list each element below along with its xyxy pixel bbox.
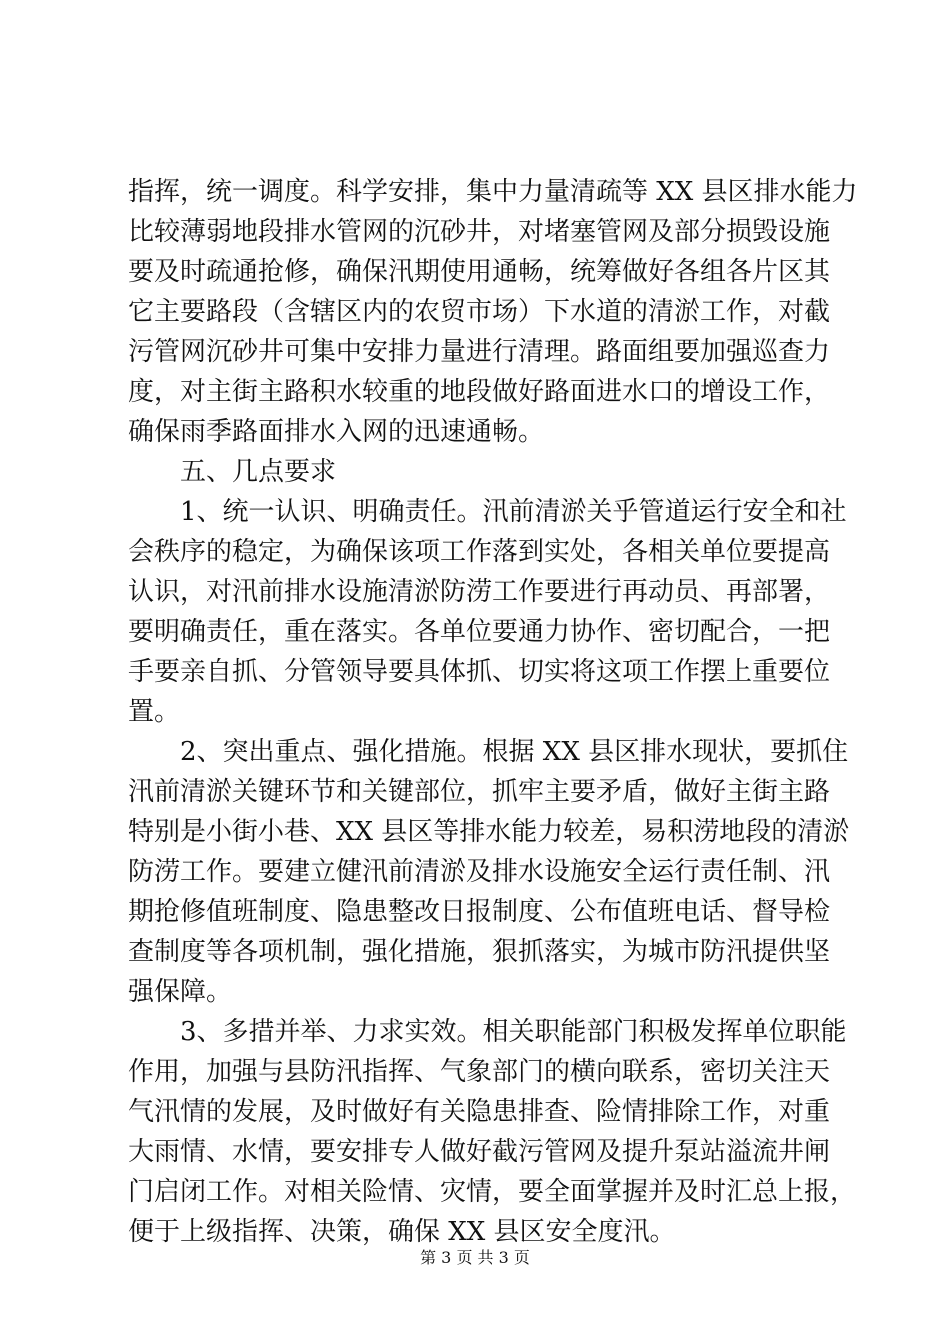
body-text <box>128 172 858 1252</box>
text-line: 1、统一认识、明确责任。汛前清淤关乎管道运行安全和社 <box>128 497 847 527</box>
text-line: 汛前清淤关键环节和关键部位，抓牢主要矛盾，做好主街主路 <box>128 777 831 807</box>
text-line: 3、多措并举、力求实效。相关职能部门积极发挥单位职能 <box>128 1017 847 1047</box>
text-line: 会秩序的稳定，为确保该项工作落到实处，各相关单位要提高 <box>128 537 831 567</box>
text-line: 门启闭工作。对相关险情、灾情，要全面掌握并及时汇总上报， <box>128 1177 857 1207</box>
text-line: 2、突出重点、强化措施。根据 XX 县区排水现状，要抓住 <box>128 737 849 767</box>
text-line: 它主要路段（含辖区内的农贸市场）下水道的清淤工作，对截 <box>128 297 831 327</box>
text-line: 指挥，统一调度。科学安排，集中力量清疏等 XX 县区排水能力 <box>128 177 858 207</box>
text-line: 比较薄弱地段排水管网的沉砂井，对堵塞管网及部分损毁设施 <box>128 217 831 247</box>
text-line: 气汛情的发展，及时做好有关隐患排查、险情排除工作，对重 <box>128 1097 831 1127</box>
text-line: 度，对主街主路积水较重的地段做好路面进水口的增设工作， <box>128 377 831 407</box>
text-line: 要及时疏通抢修，确保汛期使用通畅，统筹做好各组各片区其 <box>128 257 831 287</box>
text-line: 作用，加强与县防汛指挥、气象部门的横向联系，密切关注天 <box>128 1057 831 1087</box>
text-line: 确保雨季路面排水入网的迅速通畅。 <box>128 417 545 447</box>
text-line: 特别是小街小巷、XX 县区等排水能力较差，易积涝地段的清淤 <box>128 817 850 847</box>
text-line: 强保障。 <box>128 977 233 1007</box>
text-line: 大雨情、水情，要安排专人做好截污管网及提升泵站溢流井闸 <box>128 1137 831 1167</box>
text-line: 置。 <box>128 697 181 727</box>
text-line: 期抢修值班制度、隐患整改日报制度、公布值班电话、督导检 <box>128 897 831 927</box>
text-line: 手要亲自抓、分管领导要具体抓、切实将这项工作摆上重要位 <box>128 657 831 687</box>
text-line: 要明确责任，重在落实。各单位要通力协作、密切配合，一把 <box>128 617 831 647</box>
text-line: 污管网沉砂井可集中安排力量进行清理。路面组要加强巡查力 <box>128 337 831 367</box>
text-line: 防涝工作。要建立健汛前清淤及排水设施安全运行责任制、汛 <box>128 857 831 887</box>
text-line: 便于上级指挥、决策，确保 XX 县区安全度汛。 <box>128 1217 676 1247</box>
text-line: 查制度等各项机制，强化措施，狠抓落实，为城市防汛提供坚 <box>128 937 831 967</box>
text-line: 认识，对汛前排水设施清淤防涝工作要进行再动员、再部署， <box>128 577 831 607</box>
page-footer: 第 3 页 共 3 页 <box>420 1248 530 1267</box>
section-heading: 五、几点要求 <box>128 457 337 487</box>
